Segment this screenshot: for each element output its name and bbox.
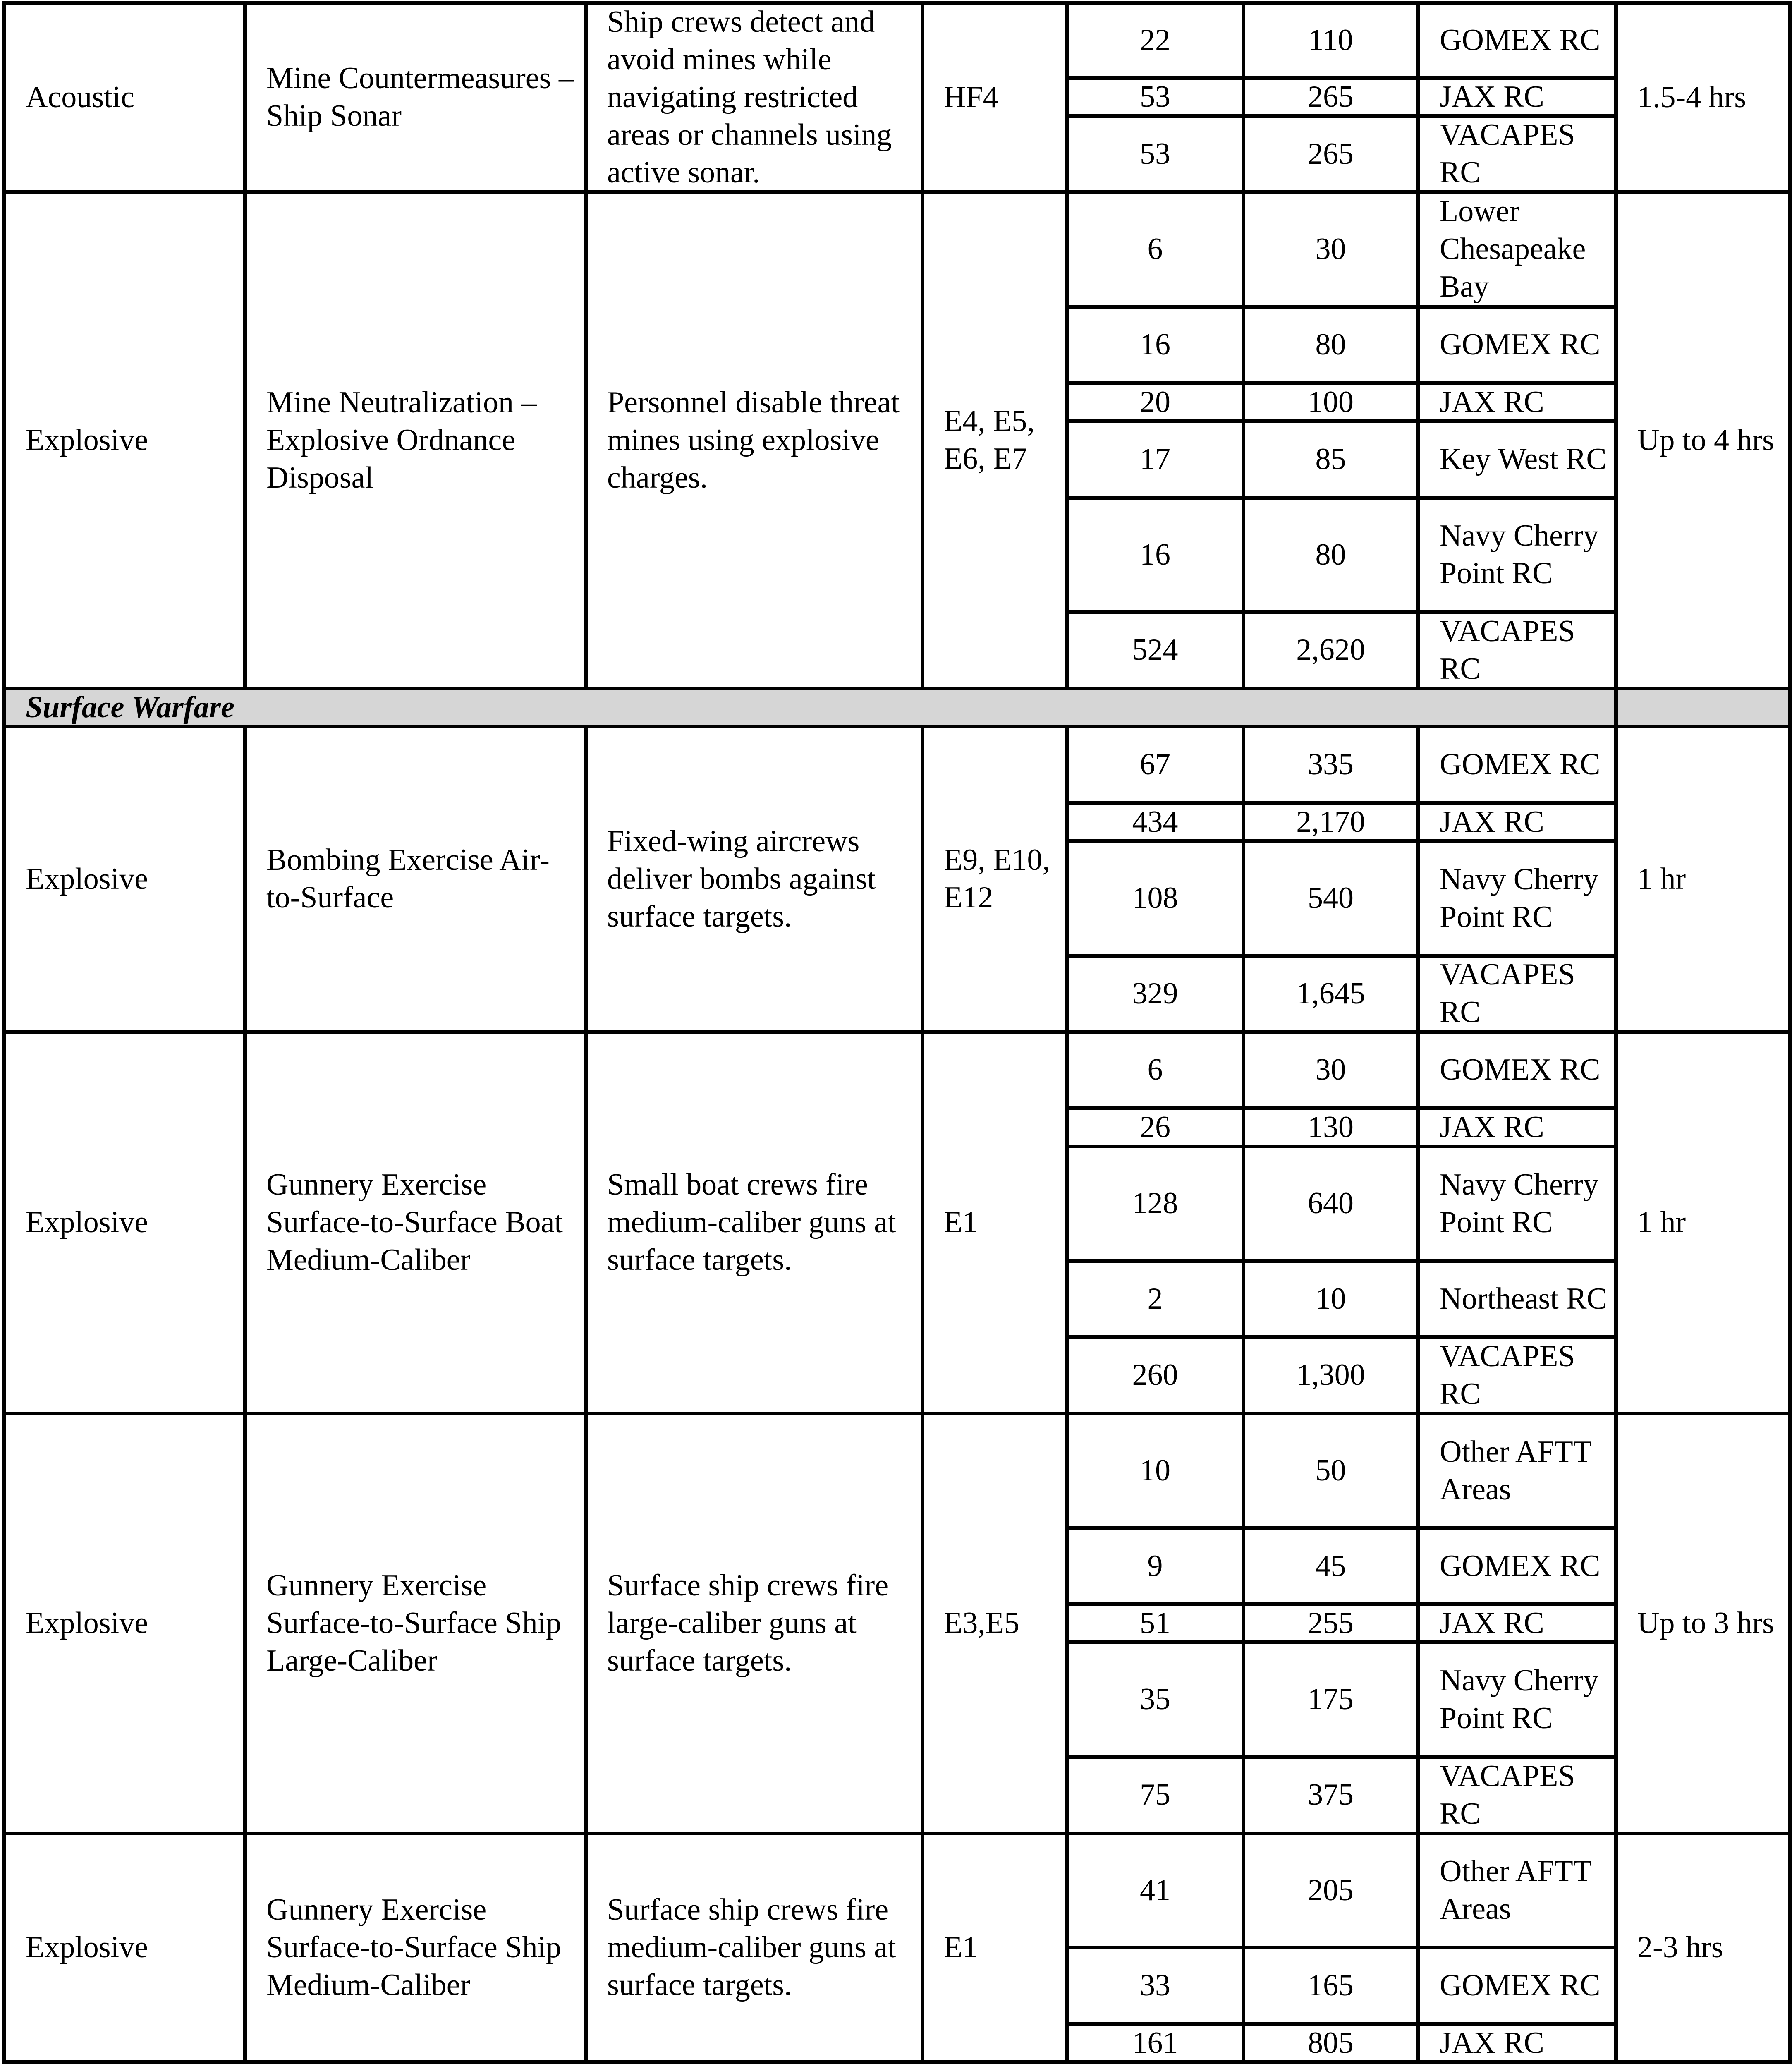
count-cell: 100 [1308,385,1354,419]
column-divider [1614,1833,1618,2062]
location-cell: VACAPES RC [1440,118,1575,189]
section-header-fill [1616,688,1790,726]
location-cell: GOMEX RC [1440,747,1601,781]
category-cell: Explosive [26,1606,148,1640]
count-cell: 6 [1147,1053,1163,1087]
source-cell: E4, E5, E6, E7 [944,404,1035,476]
row-divider [2,687,1792,690]
column-divider [1242,2,1245,192]
location-cell: Navy Cherry Point RC [1440,519,1599,590]
column-divider [1416,726,1420,1032]
count-cell: 805 [1308,2026,1354,2060]
row-divider [1067,1259,1616,1263]
column-divider [243,1833,247,2062]
count-cell: 26 [1140,1110,1170,1144]
column-divider [243,726,247,1032]
count-cell: 10 [1315,1281,1346,1316]
location-cell: Lower Chesapeake Bay [1440,194,1586,304]
column-divider [584,1833,588,2062]
column-divider [243,1032,247,1413]
category-cell: Explosive [26,1205,148,1239]
row-divider [1067,610,1616,614]
count-cell: 540 [1308,881,1354,915]
count-cell: 205 [1308,1873,1354,1907]
column-divider [243,192,247,688]
row-divider [1067,381,1616,385]
location-cell: GOMEX RC [1440,23,1601,57]
location-cell: Navy Cherry Point RC [1440,1167,1599,1239]
column-divider [921,726,924,1032]
duration-cell: Up to 3 hrs [1637,1606,1774,1640]
row-divider [1067,2022,1616,2026]
count-cell: 375 [1308,1778,1354,1812]
activity-cell: Mine Countermeasures – Ship Sonar [266,61,574,133]
count-cell: 67 [1140,747,1170,781]
column-divider [1242,192,1245,688]
column-divider [1065,1032,1069,1413]
location-cell: GOMEX RC [1440,1968,1601,2002]
count-cell: 130 [1308,1110,1354,1144]
column-divider [243,2,247,192]
source-cell: E3,E5 [944,1606,1019,1640]
count-cell: 10 [1140,1453,1170,1487]
column-divider [2,1413,6,1833]
count-cell: 260 [1132,1358,1178,1392]
column-divider [1065,1413,1069,1833]
count-cell: 51 [1140,1606,1170,1640]
location-cell: Navy Cherry Point RC [1440,862,1599,934]
location-cell: Navy Cherry Point RC [1440,1663,1599,1735]
location-cell: GOMEX RC [1440,1549,1601,1583]
description-cell: Small boat crews fire medium-caliber guns at surface targets. [607,1168,896,1277]
row-divider [1067,419,1616,423]
source-cell: E1 [944,1930,978,1964]
row-divider [1067,954,1616,958]
location-cell: Key West RC [1440,442,1607,476]
column-divider [1788,1032,1792,1413]
count-cell: 329 [1132,976,1178,1010]
count-cell: 1,300 [1296,1358,1365,1392]
activity-cell: Mine Neutralization – Explosive Ordnance Disposal [266,385,537,495]
column-divider [1065,192,1069,688]
count-cell: 175 [1308,1682,1354,1716]
category-cell: Acoustic [26,80,135,114]
count-cell: 265 [1308,136,1354,171]
location-cell: VACAPES RC [1440,614,1575,686]
column-divider [2,1833,6,2062]
row-divider [1067,496,1616,500]
count-cell: 80 [1315,328,1346,362]
count-cell: 16 [1140,537,1170,572]
location-cell: Other AFTT Areas [1440,1854,1591,1926]
duration-cell: 1.5-4 hrs [1637,80,1747,114]
column-divider [921,1413,924,1833]
column-divider [1065,1833,1069,2062]
column-divider [243,1413,247,1833]
row-divider [1067,1145,1616,1148]
row-divider [1067,1335,1616,1339]
column-divider [1242,1833,1245,2062]
column-divider [584,192,588,688]
count-cell: 35 [1140,1682,1170,1716]
row-divider [2,725,1792,728]
count-cell: 22 [1140,23,1170,57]
count-cell: 524 [1132,633,1178,667]
section-header: Surface Warfare [4,688,1616,726]
count-cell: 434 [1132,805,1178,839]
row-divider [2,190,1792,194]
location-cell: GOMEX RC [1440,328,1601,362]
count-cell: 255 [1308,1606,1354,1640]
column-divider [1614,2,1618,192]
row-divider [1067,1640,1616,1644]
column-divider [1788,2,1792,192]
row-divider [2,2060,1792,2064]
count-cell: 9 [1147,1549,1163,1583]
row-divider [2,1412,1792,1415]
column-divider [584,1413,588,1833]
column-divider [1614,192,1618,688]
column-divider [921,192,924,688]
location-cell: JAX RC [1440,385,1544,419]
location-cell: VACAPES RC [1440,958,1575,1029]
count-cell: 110 [1308,23,1353,57]
column-divider [2,1032,6,1413]
activity-cell: Gunnery Exercise Surface-to-Surface Ship Large-Caliber [266,1568,562,1678]
count-cell: 6 [1147,232,1163,266]
row-divider [2,1832,1792,1835]
row-divider [1067,1602,1616,1606]
row-divider [1067,1106,1616,1110]
duration-cell: 1 hr [1637,1205,1686,1239]
duration-cell: Up to 4 hrs [1637,423,1774,457]
count-cell: 30 [1315,1053,1346,1087]
description-cell: Surface ship crews fire large-caliber guns at surface targets. [607,1568,889,1678]
count-cell: 80 [1315,537,1346,572]
location-cell: VACAPES RC [1440,1759,1575,1831]
location-cell: JAX RC [1440,2026,1544,2060]
count-cell: 2,170 [1296,805,1365,839]
count-cell: 2 [1147,1281,1163,1316]
row-divider [1067,76,1616,80]
column-divider [1614,1032,1618,1413]
row-divider [1067,305,1616,309]
column-divider [2,688,6,726]
location-cell: JAX RC [1440,1110,1544,1144]
activity-cell: Bombing Exercise Air-to-Surface [266,843,550,915]
column-divider [584,1032,588,1413]
column-divider [921,2,924,192]
count-cell: 33 [1140,1968,1170,2002]
column-divider [1416,1833,1420,2062]
location-cell: Other AFTT Areas [1440,1434,1591,1506]
count-cell: 265 [1308,79,1354,114]
row-divider [2,1030,1792,1034]
column-divider [2,726,6,1032]
count-cell: 2,620 [1296,633,1365,667]
column-divider [1242,1413,1245,1833]
category-cell: Explosive [26,423,148,457]
count-cell: 20 [1140,385,1170,419]
row-divider [2,1,1792,5]
count-cell: 50 [1315,1453,1346,1487]
count-cell: 45 [1315,1549,1346,1583]
count-cell: 1,645 [1296,976,1365,1010]
count-cell: 53 [1140,79,1170,114]
location-cell: JAX RC [1440,79,1544,114]
column-divider [1788,688,1792,726]
duration-cell: 2-3 hrs [1637,1930,1723,1964]
count-cell: 640 [1308,1186,1354,1220]
column-divider [1416,2,1420,192]
column-divider [1788,1413,1792,1833]
count-cell: 75 [1140,1778,1170,1812]
activity-cell: Gunnery Exercise Surface-to-Surface Ship Medium-Caliber [266,1893,562,2002]
column-divider [1242,1032,1245,1413]
count-cell: 108 [1132,881,1178,915]
category-cell: Explosive [26,1930,148,1964]
count-cell: 165 [1308,1968,1354,2002]
count-cell: 16 [1140,328,1170,362]
row-divider [1067,801,1616,805]
count-cell: 41 [1140,1873,1170,1907]
column-divider [1614,726,1618,1032]
count-cell: 128 [1132,1186,1178,1220]
location-cell: Northeast RC [1440,1281,1607,1316]
row-divider [1067,839,1616,843]
location-cell: VACAPES RC [1440,1339,1575,1411]
column-divider [2,2,6,192]
count-cell: 335 [1308,747,1354,781]
description-cell: Surface ship crews fire medium-caliber guns at surface targets. [607,1893,896,2002]
column-divider [2,192,6,688]
column-divider [921,1833,924,2062]
description-cell: Ship crews detect and avoid mines while navigating restricted areas or channels using active sonar. [607,5,892,189]
column-divider [1065,2,1069,192]
column-divider [1416,1413,1420,1833]
row-divider [1067,1946,1616,1949]
column-divider [921,1032,924,1413]
count-cell: 17 [1140,442,1170,476]
count-cell: 85 [1315,442,1346,476]
category-cell: Explosive [26,862,148,896]
source-cell: E1 [944,1205,978,1239]
description-cell: Fixed-wing aircrews deliver bombs against surface targets. [607,824,876,934]
row-divider [1067,1755,1616,1759]
source-cell: E9, E10, E12 [944,843,1050,915]
row-divider [1067,114,1616,118]
column-divider [1788,1833,1792,2062]
activity-cell: Gunnery Exercise Surface-to-Surface Boat Medium-Caliber [266,1168,563,1277]
column-divider [584,2,588,192]
count-cell: 161 [1132,2026,1178,2060]
column-divider [1416,1032,1420,1413]
count-cell: 53 [1140,136,1170,171]
count-cell: 30 [1315,232,1346,266]
description-cell: Personnel disable threat mines using explosive charges. [607,385,900,495]
column-divider [1614,688,1618,726]
location-cell: JAX RC [1440,805,1544,839]
column-divider [1242,726,1245,1032]
column-divider [584,726,588,1032]
source-cell: HF4 [944,80,998,114]
row-divider [1067,1526,1616,1530]
column-divider [1788,726,1792,1032]
column-divider [1788,192,1792,688]
column-divider [1614,1413,1618,1833]
location-cell: JAX RC [1440,1606,1544,1640]
column-divider [1065,726,1069,1032]
column-divider [1416,192,1420,688]
duration-cell: 1 hr [1637,862,1686,896]
location-cell: GOMEX RC [1440,1053,1601,1087]
